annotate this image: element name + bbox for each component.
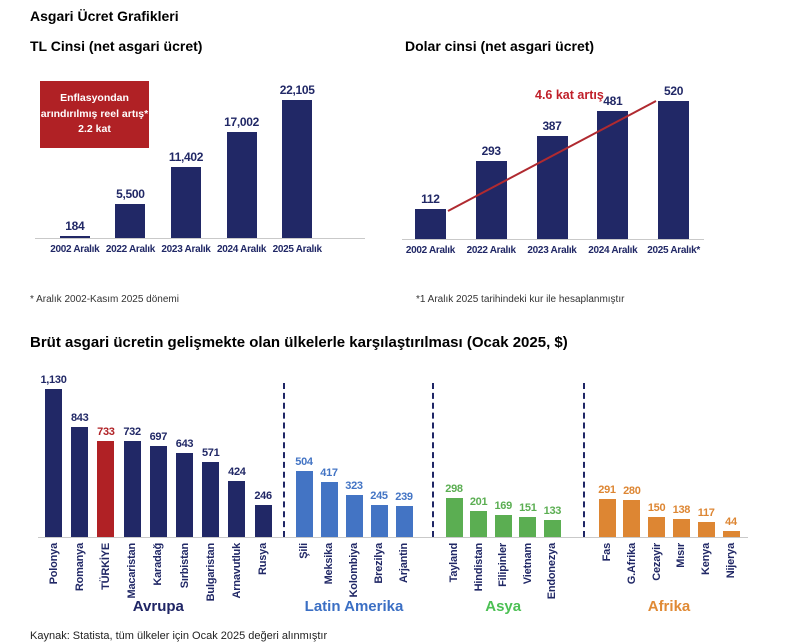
bar-category-label: 2002 Aralık [50, 244, 100, 255]
bar-value-label: 293 [481, 144, 501, 158]
bar-country-label: Hindistan [472, 543, 485, 592]
group-separator-3 [583, 383, 585, 537]
bar-value-label: 424 [228, 466, 246, 478]
bar-country-label: Arjantin [398, 543, 410, 583]
bar-country-label: Endonezya [546, 543, 559, 600]
bar-tl-3 [227, 132, 257, 238]
bar-value-label: 151 [519, 502, 537, 514]
bar-category-label: 2023 Aralık [161, 244, 211, 255]
bar-country-label: Bulgaristan [204, 543, 217, 602]
bar-value-label: 138 [672, 504, 691, 516]
usd-growth-annotation: 4.6 kat artış [535, 88, 604, 102]
bar-country-label: Şili [298, 543, 310, 559]
tl-footnote: * Aralık 2002-Kasım 2025 dönemi [30, 294, 179, 305]
bar-country-label: Romanya [73, 543, 86, 592]
bar-Avrupa-Macaristan [124, 441, 141, 537]
bar-Latin Amerika-Şili [296, 471, 313, 537]
bar-tl-2 [171, 167, 201, 238]
bar-Afrika-Cezayir [648, 517, 665, 537]
bar-country-label: Karadağ [152, 543, 165, 586]
bar-value-label: 117 [697, 507, 715, 519]
bar-country-label: Arnavutluk [230, 543, 243, 599]
bar-country-label: G.Afrika [625, 543, 638, 585]
bar-category-label: 2025 Aralık* [647, 245, 700, 256]
bar-country-label: Tayland [448, 543, 460, 583]
bar-value-label: 5,500 [116, 187, 145, 201]
bar-Latin Amerika-Arjantin [396, 506, 413, 537]
bar-value-label: 697 [149, 431, 168, 443]
bar-Asya-Hindistan [470, 511, 487, 537]
region-label-Avrupa: Avrupa [132, 598, 184, 615]
bar-value-label: 387 [542, 119, 562, 133]
bar-value-label: 133 [543, 505, 562, 517]
region-label-Afrika: Afrika [647, 598, 691, 615]
usd-trend-line [400, 84, 710, 244]
bar-value-label: 571 [201, 447, 220, 459]
region-label-Asya: Asya [485, 598, 522, 615]
bar-value-label: 481 [603, 94, 623, 108]
bar-country-label: Sırbistan [178, 543, 191, 589]
bar-Avrupa-Romanya [71, 427, 88, 537]
bar-tl-0 [60, 236, 90, 238]
comparison-axis-line [38, 537, 748, 538]
bar-value-label: 184 [65, 219, 85, 233]
bar-country-label: Kenya [700, 543, 713, 576]
inflation-callout-box [40, 81, 149, 148]
bar-value-label: 245 [370, 490, 388, 502]
bar-country-label: Vietnam [521, 543, 534, 585]
bar-value-label: 298 [445, 483, 463, 495]
bar-value-label: 291 [598, 484, 616, 496]
bar-value-label: 44 [725, 516, 737, 528]
bar-value-label: 150 [647, 502, 666, 514]
bar-value-label: 1,130 [40, 374, 67, 386]
bar-value-label: 169 [494, 500, 512, 512]
bar-category-label: 2024 Aralık [217, 244, 267, 255]
bar-country-label: Cezayir [650, 543, 663, 581]
bar-category-label: 2024 Aralık [588, 245, 638, 256]
bar-country-label: Brezilya [373, 543, 385, 584]
bar-value-label: 239 [395, 491, 413, 503]
bar-value-label: 520 [664, 84, 684, 98]
bar-value-label: 112 [421, 192, 440, 206]
bar-value-label: 246 [254, 490, 272, 502]
bar-value-label: 11,402 [168, 150, 204, 164]
callout-line-3: 2.2 kat [78, 123, 111, 136]
bar-Avrupa-Karadağ [150, 446, 167, 537]
bar-value-label: 732 [123, 426, 141, 438]
tl-chart-title: TL Cinsi (net asgari ücret) [30, 38, 203, 54]
comparison-chart-title: Brüt asgari ücretin gelişmekte olan ülkelerle karşılaştırılması (Ocak 2025, $) [30, 334, 568, 351]
bar-tl-4 [282, 100, 312, 238]
bar-Asya-Vietnam [519, 517, 536, 537]
bar-Asya-Endonezya [544, 520, 561, 537]
bar-Afrika-Mısır [673, 519, 690, 537]
bar-category-label: 2023 Aralık [527, 245, 577, 256]
bar-value-label: 417 [320, 467, 338, 479]
group-separator-2 [432, 383, 434, 537]
bar-country-label: Mısır [675, 543, 688, 568]
bar-country-label: Nijerya [725, 543, 737, 579]
bar-tl-1 [115, 204, 145, 238]
bar-value-label: 280 [623, 485, 641, 497]
callout-line-2: arındırılmış reel artış* [40, 107, 149, 120]
tl-axis-line [35, 238, 365, 239]
bar-category-label: 2022 Aralık [105, 244, 155, 255]
bar-Asya-Filipinler [495, 515, 512, 537]
bar-country-label: Kolombiya [348, 543, 360, 598]
bar-value-label: 22,105 [279, 83, 315, 97]
bar-category-label: 2002 Aralık [405, 245, 455, 256]
bar-value-label: 843 [70, 412, 89, 424]
bar-country-label: Meksika [323, 543, 335, 585]
bar-country-label: Fas [601, 543, 613, 562]
bar-value-label: 201 [469, 496, 488, 508]
bar-value-label: 643 [175, 438, 194, 450]
bar-value-label: 323 [345, 480, 363, 492]
bar-country-label: Polonya [47, 543, 60, 585]
bar-category-label: 2025 Aralık [272, 244, 322, 255]
source-note: Kaynak: Statista, tüm ülkeler için Ocak 2025 değeri alınmıştır [30, 630, 328, 642]
usd-footnote: *1 Aralık 2025 tarihindeki kur ile hesaplanmıştır [416, 294, 625, 305]
page-title: Asgari Ücret Grafikleri [30, 8, 179, 24]
bar-value-label: 504 [295, 456, 313, 468]
bar-Latin Amerika-Brezilya [371, 505, 388, 537]
region-label-Latin Amerika: Latin Amerika [304, 598, 404, 615]
bar-Avrupa-Rusya [255, 505, 272, 537]
bar-country-label: Filipinler [497, 543, 510, 587]
bar-Afrika-Nijerya [723, 531, 740, 537]
bar-Avrupa-TÜRKİYE [97, 441, 114, 537]
bar-value-label: 733 [97, 426, 115, 438]
bar-Afrika-Fas [599, 499, 616, 537]
usd-chart-title: Dolar cinsi (net asgari ücret) [405, 38, 595, 54]
bar-country-label: Rusya [257, 543, 270, 576]
callout-line-1: Enflasyondan [60, 91, 129, 104]
bar-category-label: 2022 Aralık [466, 245, 516, 256]
bar-country-label: Macaristan [126, 543, 139, 599]
bar-country-label: TÜRKİYE [99, 543, 112, 590]
bar-Avrupa-Sırbistan [176, 453, 193, 537]
bar-value-label: 17,002 [224, 115, 260, 129]
